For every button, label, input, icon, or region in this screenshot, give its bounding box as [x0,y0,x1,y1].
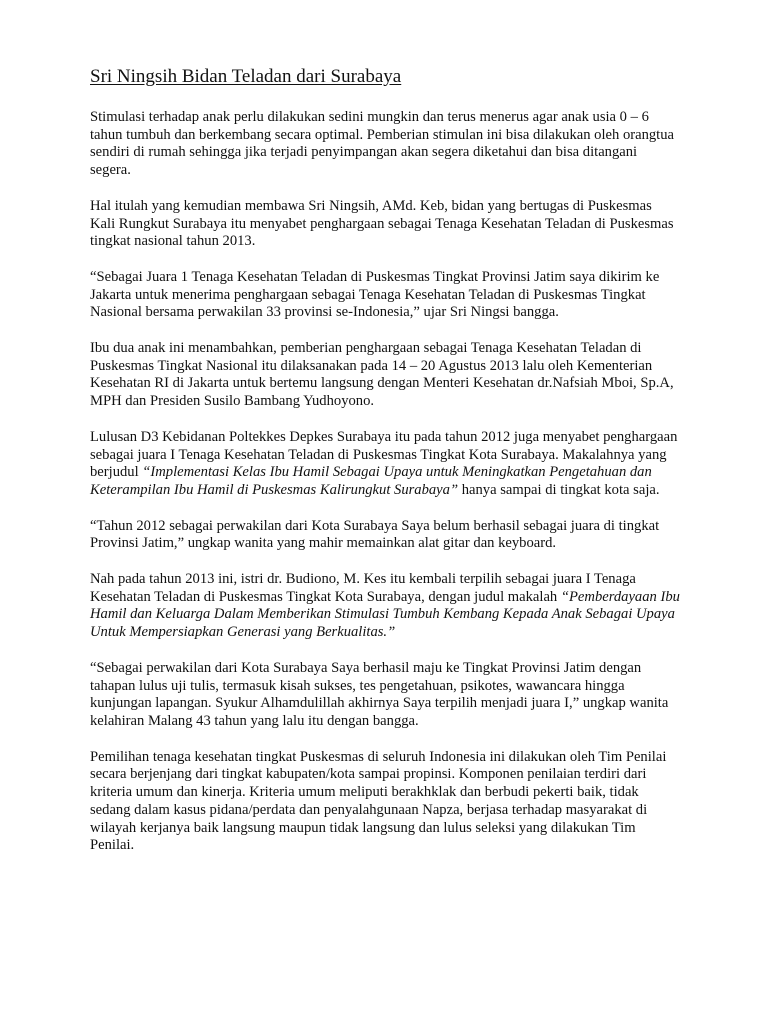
paragraph-2: Hal itulah yang kemudian membawa Sri Ningsih, AMd. Keb, bidan yang bertugas di Puskesmas Kali Rungkut Surabaya itu menyabet penghargaan sebagai Tenaga Kesehatan Teladan di Puskesmas tingkat nasional tahun 2013. [90,197,674,250]
paragraph-6: “Tahun 2012 sebagai perwakilan dari Kota Surabaya Saya belum berhasil sebagai juara di tingkat Provinsi Jatim,” ungkap wanita yang mahir memainkan alat gitar dan keyboard. [90,517,660,552]
document-page [90,66,680,873]
paragraph-7-text: Nah pada tahun 2013 ini, istri dr. Budiono, M. Kes itu kembali terpilih sebagai juara I Tenaga Kesehatan Teladan di Puskesmas Tingkat Kota Surabaya, dengan judul makalah [90,571,636,605]
paragraph-5 [90,429,680,500]
paragraph-4: Ibu dua anak ini menambahkan, pemberian penghargaan sebagai Tenaga Kesehatan Teladan di Puskesmas Tingkat Nasional itu dilaksanakan pada 14 – 20 Agustus 2013 lalu oleh Kementerian Kesehatan RI di Jakarta untuk bertemu langsung dengan Menteri Kesehatan dr.Nafsiah Mboi, Sp.A, MPH dan Presiden Susilo Bambang Yudhoyono. [90,340,674,410]
paragraph-9: Pemilihan tenaga kesehatan tingkat Puskesmas di seluruh Indonesia ini dilakukan oleh Tim Penilai secara berjenjang dari tingkat kabupaten/kota sampai propinsi. Komponen penilaian terdiri dari kriteria umum dan kinerja. Kriteria umum meliputi berakhklak dan berbudi pekerti baik, tidak sedang dalam kasus pidana/perdata dan penyalahgunaan Napza, berjasa terhadap masyarakat di wilayah kerjanya baik langsung maupun tidak langsung dan lulus seleksi yang dilakukan Tim Penilai. [90,748,667,854]
paragraph-7 [90,571,680,642]
document-title: Sri Ningsih Bidan Teladan dari Surabaya [90,66,402,87]
paragraph-5-tail: hanya sampai di tingkat kota saja. [458,481,660,498]
paragraph-8: “Sebagai perwakilan dari Kota Surabaya Saya berhasil maju ke Tingkat Provinsi Jatim dengan tahapan lulus uji tulis, termasuk kisah sukses, tes pengetahuan, psikotes, wawancara hingga kunjungan lapangan. Syukur Alhamdulillah akhirnya Saya terpilih menjadi juara I,” ungkap wanita kelahiran Malang 43 tahun yang lalu itu dengan bangga. [90,659,669,729]
paragraph-3: “Sebagai Juara 1 Tenaga Kesehatan Teladan di Puskesmas Tingkat Provinsi Jatim saya dikirim ke Jakarta untuk menerima penghargaan sebagai Tenaga Kesehatan Teladan di Puskesmas Tingkat Nasional bersama perwakilan 33 provinsi se-Indonesia,” ujar Sri Ningsi bangga. [90,268,660,321]
paragraph-5-text: Lulusan D3 Kebidanan Poltekkes Depkes Surabaya itu pada tahun 2012 juga menyabet penghargaan sebagai juara I Tenaga Kesehatan Teladan di Puskesmas Tingkat Kota Surabaya. Makalahnya yang berjudul [90,428,678,481]
paragraph-1: Stimulasi terhadap anak perlu dilakukan sedini mungkin dan terus menerus agar anak usia 0 – 6 tahun tumbuh dan berkembang secara optimal. Pemberian stimulan ini bisa dilakukan oleh orangtua sendiri di rumah sehingga jika terjadi penyimpangan akan segera diketahui dan bisa ditangani segera. [90,109,674,179]
paragraph-5-paper-title: “Implementasi Kelas Ibu Hamil Sebagai Upaya untuk Meningkatkan Pengetahuan dan Keterampilan Ibu Hamil di Puskesmas Kalirungkut Surabaya” [90,464,652,498]
paragraph-7-paper-title: “Pemberdayaan Ibu Hamil dan Keluarga Dalam Memberikan Stimulasi Tumbuh Kembang Kepada Anak Sebagai Upaya Untuk Mempersiapkan Generasi yang Berkualitas.” [90,588,680,641]
